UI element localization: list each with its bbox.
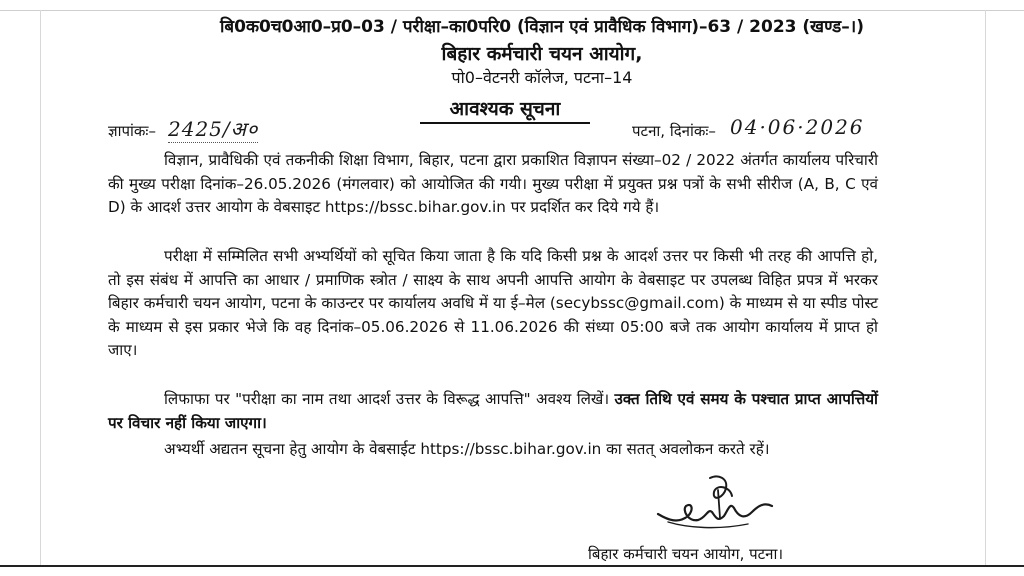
date-handwritten: 04·06·2026 <box>730 115 865 139</box>
paragraph-1-text: विज्ञान, प्रावैधिकी एवं तकनीकी शिक्षा विभाग, बिहार, पटना द्वारा प्रकाशित विज्ञापन संख्या–02 / 2022 अंतर्गत कार्यालय परिचारी की मुख्य परीक्षा दिनांक–26.05.2026 (मंगलवार) को आयोजित की गयी। मुख्य परीक्षा में प्रयुक्त प्रश्न पत्रों के सभी सीरीज (A, B, C एवं D) के आदर्श उत्तर आयोग के वेबसाइट https://bssc.bihar.gov.in पर प्रदर्शित कर दिये गये हैं। <box>108 151 878 216</box>
paragraph-3-bold-text: उक्त तिथि एवं समय के पश्चात प्राप्त आपत्तियों पर विचार नहीं किया जाएगा। <box>108 390 878 432</box>
notice-title: आवश्यक सूचना <box>420 95 590 124</box>
date-label: पटना, दिनांकः– <box>632 122 716 140</box>
paragraph-exam-conducted <box>108 149 878 220</box>
organization-address: पो0–वेटनरी कॉलेज, पटना–14 <box>451 68 633 87</box>
paragraph-website-update <box>108 438 878 462</box>
paragraph-4-text: अभ्यर्थी अद्यतन सूचना हेतु आयोग के वेबसाईट https://bssc.bihar.gov.in का सतत् अवलोकन करते रहें। <box>164 440 770 458</box>
signatory-designation: बिहार कर्मचारी चयन आयोग, पटना। <box>588 545 784 563</box>
file-reference-header: बि0क0च0आ0–प्र0–03 / परीक्षा–का0परि0 (विज्ञान एवं प्रावैधिक विभाग)–63 / 2023 (खण्ड–।) <box>220 17 864 37</box>
handwritten-signature <box>648 472 788 542</box>
reference-row <box>108 117 908 147</box>
paragraph-3-normal-text: लिफाफा पर "परीक्षा का नाम तथा आदर्श उत्तर के विरूद्ध आपत्ति" अवश्य लिखें। <box>164 390 610 408</box>
paragraph-objection-process <box>108 245 878 363</box>
memo-number-label: ज्ञापांकः– <box>108 122 156 140</box>
paragraph-envelope-instruction <box>108 388 878 435</box>
memo-number-handwritten: 2425/अ० <box>168 117 259 141</box>
bottom-edge-line <box>0 565 1024 567</box>
organization-name: बिहार कर्मचारी चयन आयोग, <box>441 43 643 65</box>
paragraph-2-text: परीक्षा में सम्मिलित सभी अभ्यर्थियों को सूचित किया जाता है कि यदि किसी प्रश्न के आदर्श उत्तर पर किसी भी तरह की आपत्ति हो, तो इस संबंध में आपत्ति का आधार / प्रमाणिक स्त्रोत / साक्ष्य के साथ अपनी आपत्ति आयोग के वेबसाइट पर उपलब्ध विहित प्रपत्र में भरकर बिहार कर्मचारी चयन आयोग, पटना के काउन्टर पर कार्यालय अवधि में या ई–मेल (secybssc@gmail.com) के माध्यम से या स्पीड पोस्ट के माध्यम से इस प्रकार भेजे कि वह दिनांक–05.06.2026 से 11.06.2026 की संध्या 05:00 बजे तक आयोग कार्यालय में प्राप्त हो जाए। <box>108 247 878 359</box>
